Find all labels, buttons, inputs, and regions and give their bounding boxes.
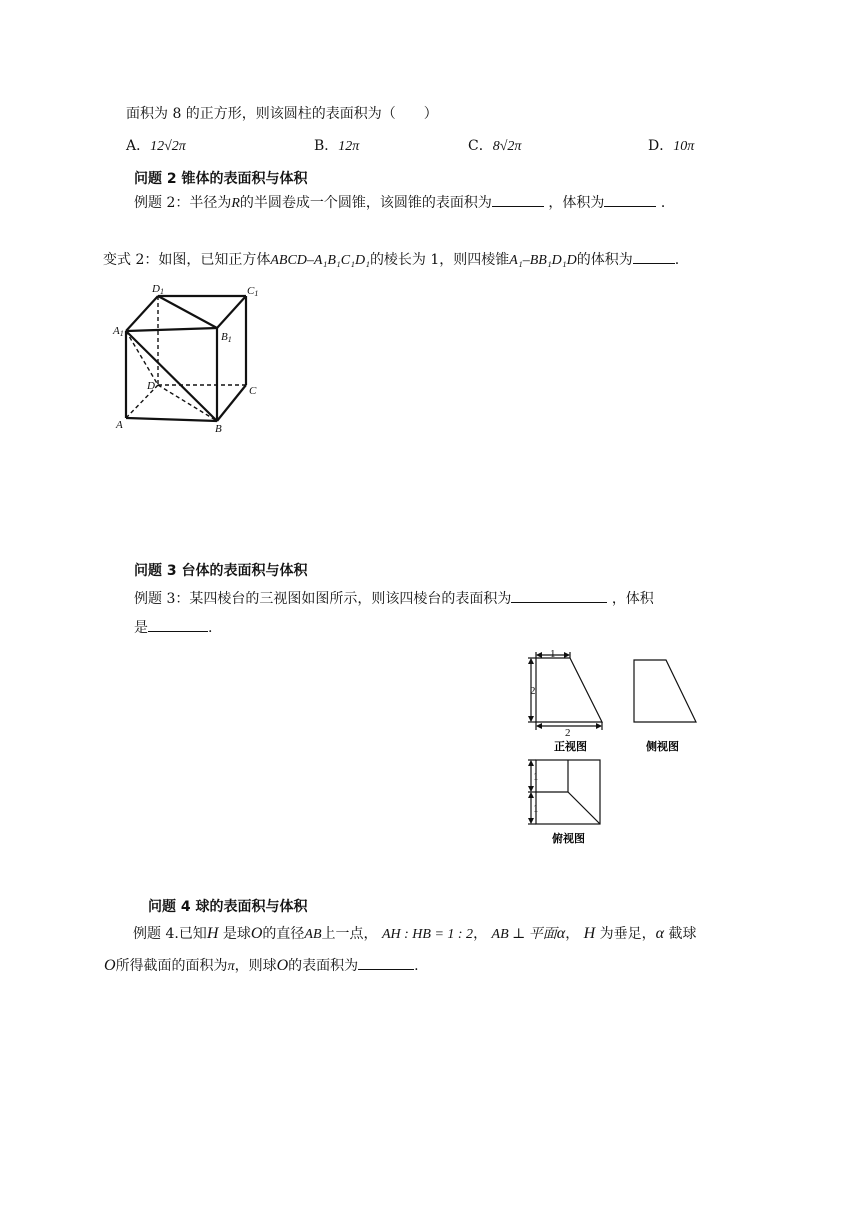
label-c: C — [249, 385, 257, 397]
example-4-t6: 截球 — [668, 926, 697, 942]
example-4-t7: 所得截面的面积为 — [115, 958, 228, 974]
example-4-t5: 为垂足， — [599, 926, 656, 942]
example-2-text-3: ，体积为 — [548, 195, 605, 211]
example-4-t1: 已知 — [178, 926, 207, 942]
answer-blank[interactable] — [358, 955, 414, 970]
variant-2 — [103, 249, 679, 271]
label-a1: A1 — [113, 325, 124, 338]
variant-2-end: . — [674, 252, 680, 268]
section-heading-2: 问题 2 锥体的表面积与体积 — [134, 171, 308, 187]
answer-blank[interactable] — [148, 617, 208, 632]
example-2-text-1: 半径为 — [189, 195, 232, 211]
example-2-label: 例题 2： — [134, 195, 190, 211]
label-d1: D1 — [152, 283, 164, 296]
variant-2-text-2: 的棱长为 1，则四棱锥 — [369, 252, 510, 268]
option-d-letter: D． — [648, 138, 674, 154]
perp-statement: AB ⊥ 平面 — [491, 927, 557, 942]
example-3-text: 某四棱台的三视图如图所示，则该四棱台的表面积为 — [189, 591, 512, 607]
example-3-line-2-text: 是 — [134, 620, 148, 636]
option-a — [126, 136, 186, 157]
side-view-caption: 侧视图 — [646, 740, 679, 753]
top-view-caption: 俯视图 — [552, 832, 585, 845]
example-4-t4: 上一点， — [321, 926, 378, 942]
variant-2-label: 变式 2： — [103, 252, 159, 268]
cube-edge — [126, 296, 158, 331]
option-b-text: 12π — [338, 139, 360, 154]
variant-2-text-3: 的体积为 — [576, 252, 633, 268]
example-4-label: 例题 4. — [133, 926, 179, 942]
answer-blank[interactable] — [633, 249, 675, 264]
example-4-t3: 的直径 — [262, 926, 305, 942]
dim-label-top-view-2: 1 — [533, 803, 539, 815]
example-2 — [134, 192, 675, 214]
dim-label-top-view-1: 1 — [533, 771, 539, 783]
var-o-2: O — [104, 957, 116, 974]
example-3-label: 例题 3： — [134, 591, 190, 607]
option-b-letter: B． — [314, 138, 339, 154]
pyramid-name: A₁–BB₁D₁D — [509, 253, 577, 268]
option-d-text: 10π — [673, 139, 695, 154]
example-4-end: . — [414, 958, 419, 974]
side-view-shape — [634, 660, 696, 722]
var-r: R — [231, 196, 240, 211]
example-4-line-1 — [133, 924, 697, 945]
example-4-line-2 — [104, 955, 419, 977]
dim-label-bottom: 2 — [565, 727, 571, 739]
example-2-end: ． — [660, 195, 675, 211]
label-a: A — [116, 419, 123, 431]
option-a-text: 12√2π — [150, 139, 186, 154]
example-4-t9: 的表面积为 — [288, 958, 359, 974]
example-4-t8: ，则球 — [234, 958, 277, 974]
cube-edge — [126, 418, 217, 421]
front-view-caption: 正视图 — [554, 740, 587, 753]
var-ab: AB — [304, 927, 322, 942]
example-3-text-2: ，体积 — [611, 591, 654, 607]
diagonal-d1b1 — [158, 296, 217, 328]
cube-name: ABCD–A₁B₁C₁D₁ — [270, 253, 370, 268]
label-b1: B1 — [221, 331, 232, 344]
sep: ， — [473, 926, 488, 942]
example-3-end: . — [208, 620, 213, 636]
dim-label-left: 2 — [530, 685, 536, 697]
label-c1: C1 — [247, 285, 259, 298]
var-h: H — [206, 925, 219, 942]
cube-edge — [126, 328, 217, 331]
option-b — [314, 136, 359, 157]
example-3 — [134, 588, 654, 609]
three-views-figure — [520, 646, 710, 846]
var-o: O — [250, 925, 263, 942]
label-b: B — [215, 423, 222, 435]
option-d — [648, 136, 694, 157]
var-o-3: O — [276, 957, 289, 974]
cube-edge — [217, 296, 246, 328]
dim-label-top: 1 — [550, 648, 556, 660]
sep-2: ， — [565, 926, 580, 942]
example-3-line-2 — [134, 617, 212, 638]
var-alpha-2: α — [655, 925, 665, 942]
cube-edge — [217, 385, 246, 421]
section-heading-3: 问题 3 台体的表面积与体积 — [134, 563, 308, 579]
cube-figure — [110, 280, 270, 435]
option-c-text: 8√2π — [492, 139, 522, 154]
option-c-letter: C． — [468, 138, 493, 154]
variant-2-text-1: 如图，已知正方体 — [158, 252, 271, 268]
section-heading-4: 问题 4 球的表面积与体积 — [148, 899, 308, 915]
option-c — [468, 136, 521, 157]
diagonal-a1b — [126, 331, 217, 421]
answer-blank[interactable] — [604, 192, 656, 207]
top-view-line — [568, 792, 600, 824]
example-4-t2: 是球 — [222, 926, 251, 942]
option-a-letter: A． — [126, 138, 151, 154]
answer-blank[interactable] — [511, 588, 607, 603]
answer-blank[interactable] — [492, 192, 544, 207]
var-alpha: α — [556, 925, 566, 942]
ratio: AH : HB = 1 : 2 — [381, 927, 474, 942]
var-pi: π — [227, 959, 235, 974]
label-d: D — [147, 380, 155, 392]
var-h-2: H — [583, 925, 596, 942]
front-view-shape — [536, 658, 602, 722]
question-stem: 面积为 8 的正方形，则该圆柱的表面积为（ ） — [126, 106, 438, 122]
example-2-text-2: 的半圆卷成一个圆锥，该圆锥的表面积为 — [239, 195, 492, 211]
